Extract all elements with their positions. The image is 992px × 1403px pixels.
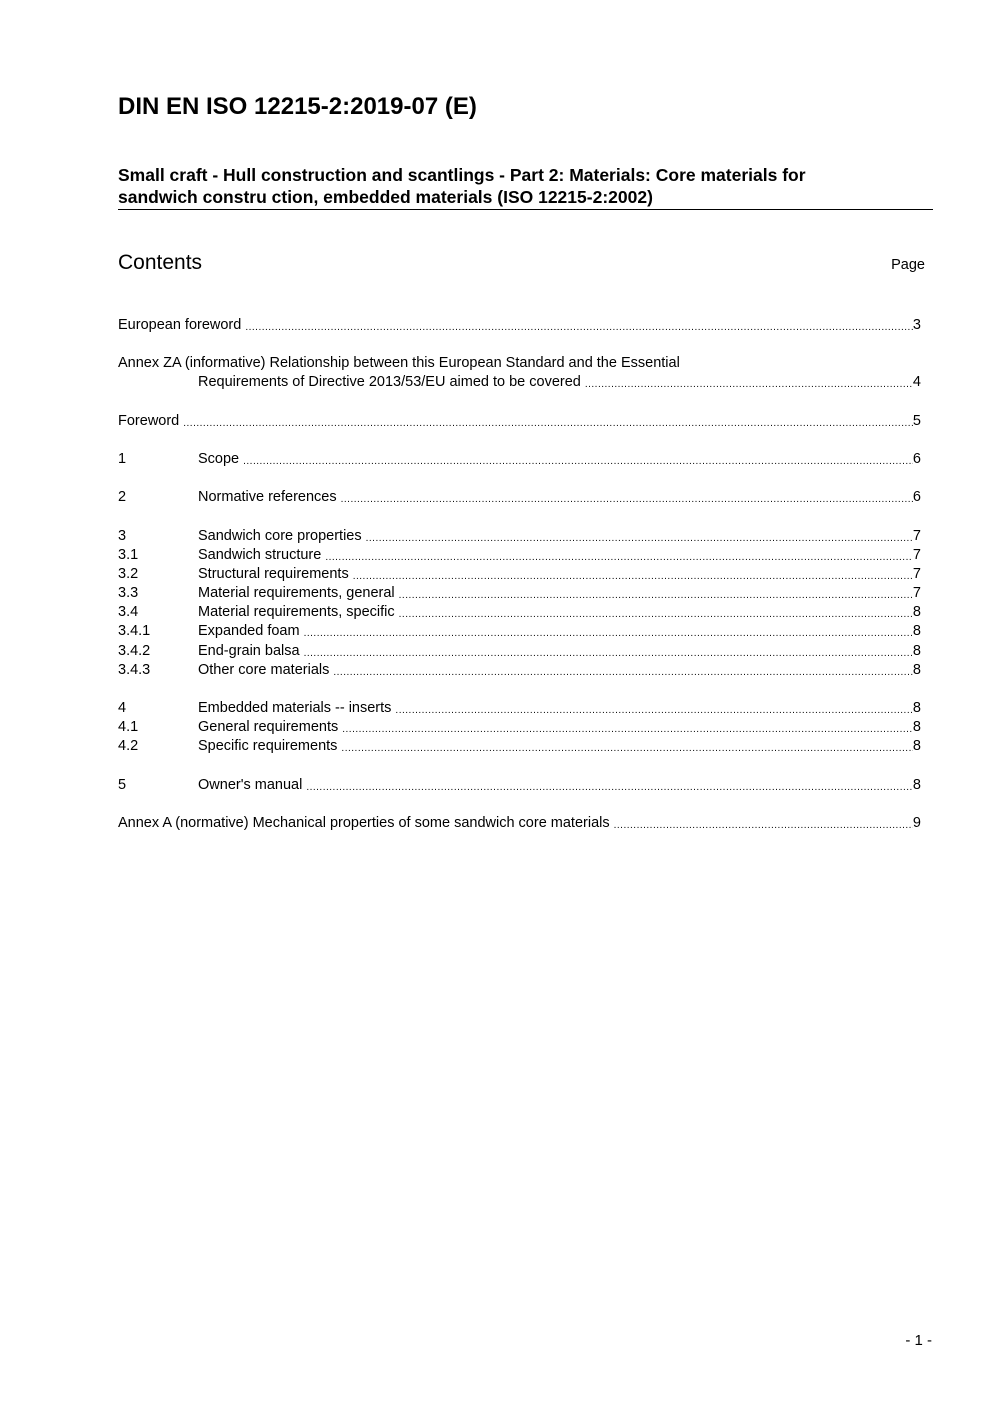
toc-entry-3-1[interactable]	[118, 546, 921, 565]
document-id: DIN EN ISO 12215-2:2019-07 (E)	[118, 93, 477, 120]
toc-entry-number: 3.1	[118, 547, 139, 563]
toc-leader-dots	[399, 588, 913, 603]
toc-entry-number: 3.3	[118, 585, 139, 601]
toc-entry-page: 4	[912, 374, 921, 390]
toc-entry-title: Annex A (normative) Mechanical properties of some sandwich core materials	[118, 815, 610, 831]
toc-leader-dots	[325, 550, 913, 565]
page-column-label: Page	[891, 257, 925, 273]
toc-entry-5[interactable]	[118, 776, 921, 795]
toc-entry-title: Material requirements, specific	[198, 604, 395, 620]
toc-leader-dots	[341, 492, 913, 507]
toc-entry-2[interactable]	[118, 488, 921, 507]
toc-entry-title: Requirements of Directive 2013/53/EU aimed to be covered	[198, 374, 581, 390]
toc-entry-number: 4.1	[118, 719, 139, 735]
toc-entry-title: Owner's manual	[198, 777, 303, 793]
toc-entry-page: 8	[912, 623, 921, 639]
toc-entry-3-4-3[interactable]	[118, 661, 921, 680]
toc-entry-title: Other core materials	[198, 662, 330, 678]
toc-entry-number: 3.4.1	[118, 623, 151, 639]
toc-entry-title: Sandwich structure	[198, 547, 322, 563]
toc-entry-page: 7	[912, 528, 921, 544]
subtitle-line-2: sandwich constru ction, embedded materials (ISO 12215-2:2002)	[118, 187, 653, 207]
toc-entry-page: 6	[912, 489, 921, 505]
toc-leader-dots	[366, 531, 913, 546]
toc-entry-4[interactable]	[118, 699, 921, 718]
toc-entry-3-4-2[interactable]	[118, 642, 921, 661]
toc-entry-3-4-1[interactable]	[118, 622, 921, 641]
toc-entry-annex-za-continued[interactable]	[198, 373, 921, 392]
footer-page-number: - 1 -	[905, 1332, 932, 1349]
toc-leader-dots	[342, 722, 913, 737]
toc-entry-title: Scope	[198, 451, 240, 467]
toc-entry-4-1[interactable]	[118, 718, 921, 737]
toc-leader-dots	[304, 646, 913, 661]
toc-entry-title: End-grain balsa	[198, 643, 300, 659]
toc-leader-dots	[304, 626, 913, 641]
toc-entry-page: 7	[912, 566, 921, 582]
toc-entry-page: 8	[912, 719, 921, 735]
toc-entry-annex-a[interactable]	[118, 814, 921, 833]
toc-entry-page: 8	[912, 662, 921, 678]
toc-entry-annex-za[interactable]	[118, 354, 921, 373]
toc-entry-european-foreword[interactable]	[118, 316, 921, 335]
toc-entry-number: 2	[118, 489, 127, 505]
toc-entry-1[interactable]	[118, 450, 921, 469]
toc-entry-foreword[interactable]	[118, 412, 921, 431]
toc-leader-dots	[341, 741, 913, 756]
toc-entry-page: 8	[912, 738, 921, 754]
toc-leader-dots	[614, 818, 913, 833]
toc-entry-3[interactable]	[118, 527, 921, 546]
toc-entry-title: Normative references	[198, 489, 337, 505]
toc-leader-dots	[306, 780, 913, 795]
toc-entry-4-2[interactable]	[118, 737, 921, 756]
toc-entry-page: 8	[912, 643, 921, 659]
toc-entry-number: 3.4	[118, 604, 139, 620]
subtitle-line-1: Small craft - Hull construction and scantlings - Part 2: Materials: Core materials for	[118, 165, 806, 185]
toc-entry-page: 5	[912, 413, 921, 429]
toc-entry-page: 7	[912, 585, 921, 601]
toc-entry-page: 8	[912, 777, 921, 793]
toc-entry-title: Annex ZA (informative) Relationship between this European Standard and the Essential	[118, 355, 680, 371]
toc-entry-3-4[interactable]	[118, 603, 921, 622]
toc-entry-page: 8	[912, 700, 921, 716]
contents-heading: Contents	[118, 251, 203, 274]
toc-entry-number: 3.4.3	[118, 662, 151, 678]
toc-leader-dots	[585, 377, 913, 392]
toc-entry-number: 4	[118, 700, 127, 716]
toc-entry-3-2[interactable]	[118, 565, 921, 584]
toc-entry-title: Material requirements, general	[198, 585, 395, 601]
toc-leader-dots	[243, 454, 913, 469]
toc-entry-title: Structural requirements	[198, 566, 349, 582]
toc-entry-3-3[interactable]	[118, 584, 921, 603]
toc-entry-page: 9	[912, 815, 921, 831]
toc-entry-title: Specific requirements	[198, 738, 338, 754]
toc-entry-number: 3.2	[118, 566, 139, 582]
toc-leader-dots	[245, 320, 913, 335]
toc-entry-title: Expanded foam	[198, 623, 300, 639]
toc-entry-page: 3	[912, 317, 921, 333]
toc-entry-title: Embedded materials -- inserts	[198, 700, 392, 716]
toc-entry-number: 3.4.2	[118, 643, 151, 659]
toc-leader-dots	[395, 703, 913, 718]
toc-entry-number: 1	[118, 451, 127, 467]
toc-entry-page: 8	[912, 604, 921, 620]
toc-entry-page: 7	[912, 547, 921, 563]
toc-entry-title: European foreword	[118, 317, 242, 333]
toc-entry-title: Foreword	[118, 413, 180, 429]
toc-leader-dots	[399, 607, 913, 622]
toc-leader-dots	[333, 665, 913, 680]
toc-leader-dots	[353, 569, 913, 584]
toc-entry-number: 4.2	[118, 738, 139, 754]
toc-entry-number: 5	[118, 777, 127, 793]
document-subtitle	[118, 164, 933, 210]
toc-entry-title: General requirements	[198, 719, 339, 735]
toc-entry-title: Sandwich core properties	[198, 528, 362, 544]
toc-leader-dots	[183, 416, 913, 431]
toc-entry-number: 3	[118, 528, 127, 544]
toc-entry-page: 6	[912, 451, 921, 467]
